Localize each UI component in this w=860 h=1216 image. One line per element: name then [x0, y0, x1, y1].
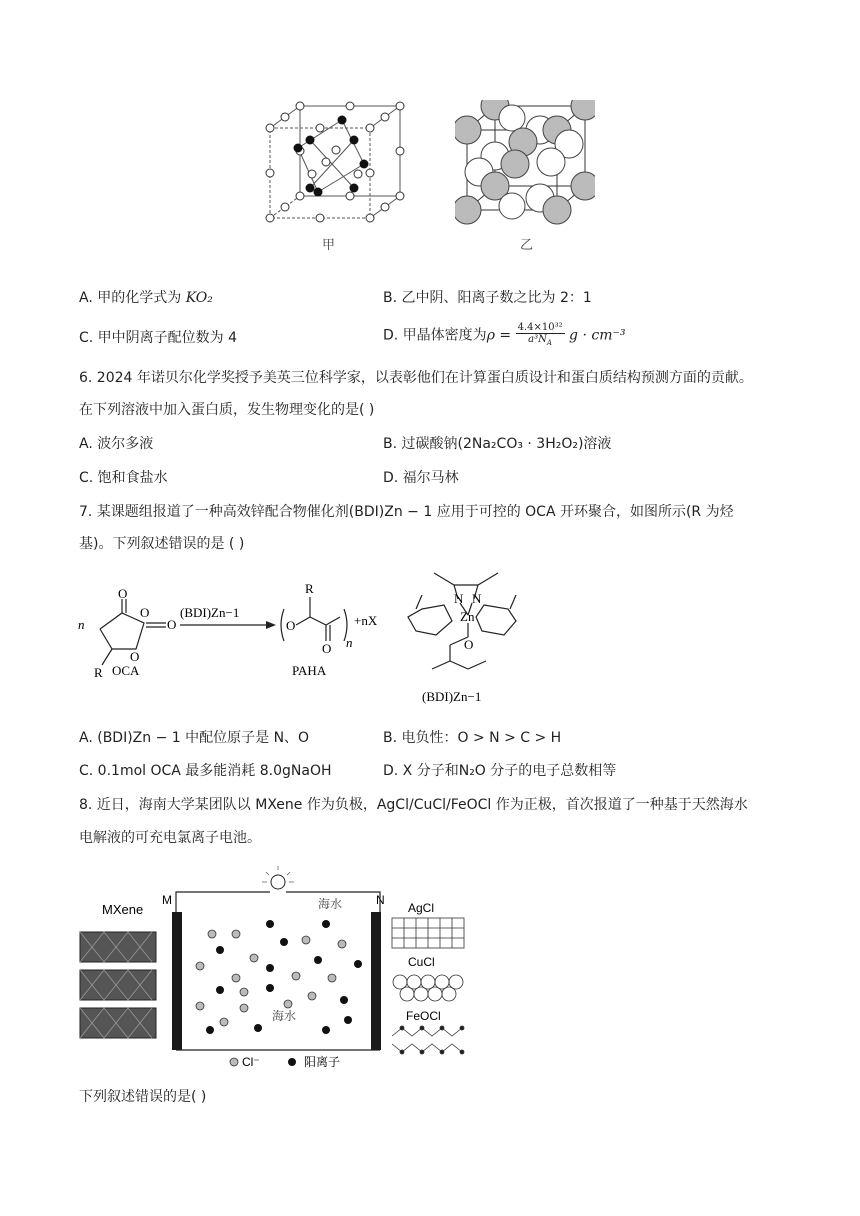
scheme-n: n [78, 617, 85, 632]
q7-option-b: B. 电负性：O > N > C > H [383, 730, 562, 746]
fraction-numerator: 4.4×10³² [517, 322, 563, 333]
q5-option-d-unit: g · cm⁻³ [569, 327, 626, 344]
legend-chloride: Cl⁻ [242, 1055, 260, 1069]
scheme-reagent: (BDI)Zn−1 [180, 605, 240, 620]
reaction-scheme [70, 565, 580, 715]
battery-mxene-label: MXene [102, 902, 144, 917]
q5-option-a [79, 288, 213, 308]
scheme-plus: +nX [354, 613, 378, 628]
q7-option-a: A. (BDI)Zn − 1 中配位原子是 N、O [79, 730, 310, 746]
q5-option-d-rho: ρ = [486, 327, 512, 344]
scheme-paha-r: R [305, 581, 314, 596]
scheme-oca-r: R [94, 665, 103, 680]
legend-cation: 阳离子 [304, 1055, 341, 1069]
q7-stem-line-2: 基)。下列叙述错误的是 ( ) [79, 536, 245, 552]
scheme-cat-label: (BDI)Zn−1 [422, 689, 482, 704]
fraction-denominator: $a^3N_A$ [528, 334, 552, 347]
scheme-oca-o4: O [167, 617, 177, 632]
q6-option-d: D. 福尔马林 [383, 470, 459, 486]
scheme-cat-zn: Zn [460, 609, 475, 624]
q5-option-d [383, 322, 625, 349]
battery-electrode-m: M [162, 893, 172, 907]
q8-stem-line-2: 电解液的可充电氯离子电池。 [79, 830, 261, 846]
scheme-oca-o1: O [118, 586, 128, 601]
q5-option-d-text: D. 甲晶体密度为 [383, 327, 487, 344]
cathode-feocl-label: FeOCl [406, 1009, 441, 1023]
scheme-oca-o3: O [130, 649, 140, 664]
scheme-paha-label: PAHA [292, 663, 327, 678]
cathode-agcl-label: AgCl [408, 901, 435, 915]
crystal-figure-yi [455, 100, 595, 225]
q5-option-c: C. 甲中阴离子配位数为 4 [79, 330, 238, 346]
battery-electrode-n: N [376, 893, 385, 907]
scheme-cat-n2: N [472, 591, 482, 606]
scheme-oca-o2: O [140, 605, 150, 620]
q8-question-line: 下列叙述错误的是( ) [79, 1089, 207, 1105]
scheme-paha-o1: O [286, 618, 296, 633]
q5-option-a-formula: KO₂ [185, 290, 213, 306]
scheme-paha-o2: O [322, 641, 332, 656]
cathode-cucl-label: CuCl [408, 955, 435, 969]
scheme-cat-n1: N [454, 591, 464, 606]
q6-option-b: B. 过碳酸钠(2Na₂CO₃ · 3H₂O₂)溶液 [383, 436, 612, 452]
q6-stem-line-2: 在下列溶液中加入蛋白质，发生物理变化的是( ) [79, 402, 375, 418]
battery-seawater-top: 海水 [318, 897, 343, 911]
q6-option-a: A. 波尔多液 [79, 436, 154, 452]
battery-seawater-mid: 海水 [272, 1009, 297, 1023]
battery-figure [74, 860, 474, 1075]
crystal-figure-jia [262, 100, 412, 230]
density-fraction [516, 322, 565, 349]
lightbulb-icon [271, 875, 285, 889]
scheme-oca-label: OCA [112, 663, 140, 678]
q7-option-d: D. X 分子和N₂O 分子的电子总数相等 [383, 763, 617, 779]
q8-stem-line-1: 8. 近日，海南大学某团队以 MXene 作为负极，AgCl/CuCl/FeOCl 作为正极，首次报道了一种基于天然海水 [79, 797, 748, 813]
q6-stem-line-1: 6. 2024 年诺贝尔化学奖授予美英三位科学家，以表彰他们在计算蛋白质设计和蛋白质结构预测方面的贡献。 [79, 370, 753, 386]
q5-option-b: B. 乙中阴、阳离子数之比为 2：1 [383, 290, 592, 306]
scheme-cat-o: O [464, 637, 474, 652]
scheme-paha-n: n [346, 635, 353, 650]
figure-label-jia: 甲 [322, 238, 336, 253]
q7-option-c: C. 0.1mol OCA 最多能消耗 8.0gNaOH [79, 763, 332, 779]
q5-option-a-text: A. 甲的化学式为 [79, 290, 182, 306]
fraction-denominator-base: a³N [528, 334, 547, 345]
figure-label-yi: 乙 [520, 238, 534, 253]
q6-option-c: C. 饱和食盐水 [79, 470, 168, 486]
q7-stem-line-1: 7. 某课题组报道了一种高效锌配合物催化剂(BDI)Zn − 1 应用于可控的 OCA 开环聚合，如图所示(R 为烃 [79, 504, 734, 520]
